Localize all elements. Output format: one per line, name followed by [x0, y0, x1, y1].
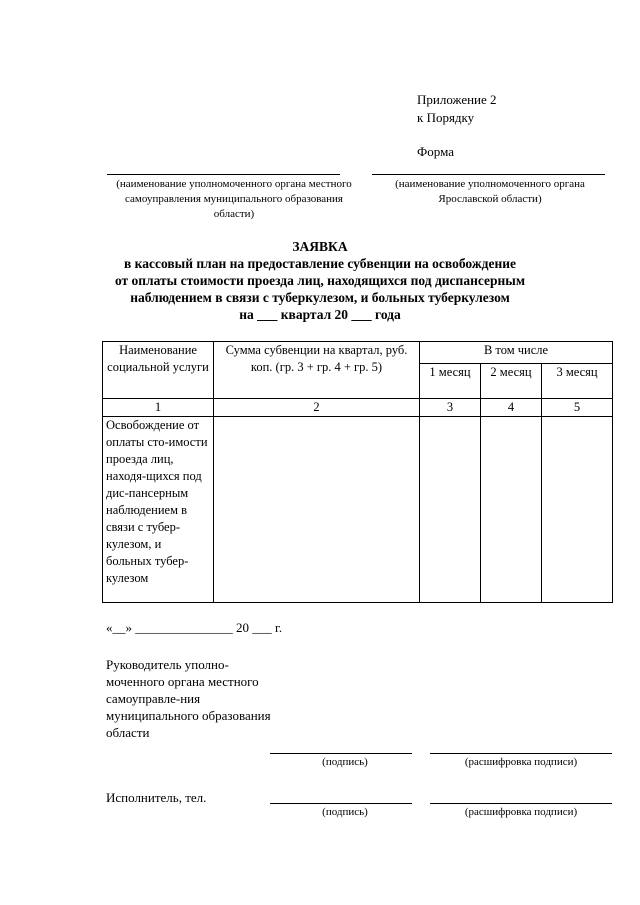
cell-month-2[interactable] [481, 417, 542, 603]
head-signature-caption: (подпись) [322, 756, 368, 768]
right-org-line [372, 174, 605, 175]
column-number-5: 5 [542, 399, 613, 417]
header-service-name: Наименование социальной услуги [103, 342, 214, 399]
title-line-5: на ___ квартал 20 ___ года [239, 307, 401, 322]
appendix-number: Приложение 2 [417, 92, 497, 107]
document-title [90, 238, 550, 323]
date-line: «__» _______________ 20 ___ г. [106, 620, 283, 635]
left-org-caption: (наименование уполномоченного органа местного самоуправления муниципального образования области) [116, 178, 352, 220]
head-signature-line [270, 753, 412, 754]
title-line-2: в кассовый план на предоставление субвенции на освобождение [124, 256, 516, 271]
title-line-4: наблюдением в связи с туберкулезом, и больных туберкулезом [130, 290, 510, 305]
table-row [103, 417, 613, 603]
appendix-order: к Порядку [417, 110, 475, 125]
subvention-table [102, 341, 613, 603]
executor-label: Исполнитель, тел. [106, 790, 207, 805]
header-month-3: 3 месяц [542, 364, 613, 399]
title-heading: ЗАЯВКА [292, 239, 348, 254]
header-month-1: 1 месяц [420, 364, 481, 399]
form-label: Форма [417, 144, 454, 159]
column-number-1: 1 [103, 399, 214, 417]
cell-quarter-sum[interactable] [214, 417, 420, 603]
column-number-2: 2 [214, 399, 420, 417]
title-line-3: от оплаты стоимости проезда лиц, находящихся под диспансерным [114, 273, 526, 288]
row-service-label: Освобождение от оплаты сто-имости проезда лиц, находя-щихся под дис-пансерным наблюдением в связи с тубер-кулезом, и больных тубер-кулезом [103, 417, 214, 603]
column-number-4: 4 [481, 399, 542, 417]
header-quarter-sum: Сумма субвенции на квартал, руб. коп. (гр. 3 + гр. 4 + гр. 5) [214, 342, 420, 399]
executor-decipher-line [430, 803, 612, 804]
cell-month-3[interactable] [542, 417, 613, 603]
header-including: В том числе [420, 342, 613, 364]
column-number-3: 3 [420, 399, 481, 417]
cell-month-1[interactable] [420, 417, 481, 603]
appendix-reference [417, 91, 617, 127]
head-decipher-caption: (расшифровка подписи) [464, 756, 578, 768]
executor-signature-line [270, 803, 412, 804]
left-org-line [107, 174, 340, 175]
executor-signature-caption: (подпись) [322, 806, 368, 818]
head-label: Руководитель уполно-моченного органа местного самоуправле-ния муниципального образования области [106, 657, 271, 740]
header-month-2: 2 месяц [481, 364, 542, 399]
right-org-caption: (наименование уполномоченного органа Ярославской области) [395, 178, 585, 205]
executor-decipher-caption: (расшифровка подписи) [464, 806, 578, 818]
head-decipher-line [430, 753, 612, 754]
